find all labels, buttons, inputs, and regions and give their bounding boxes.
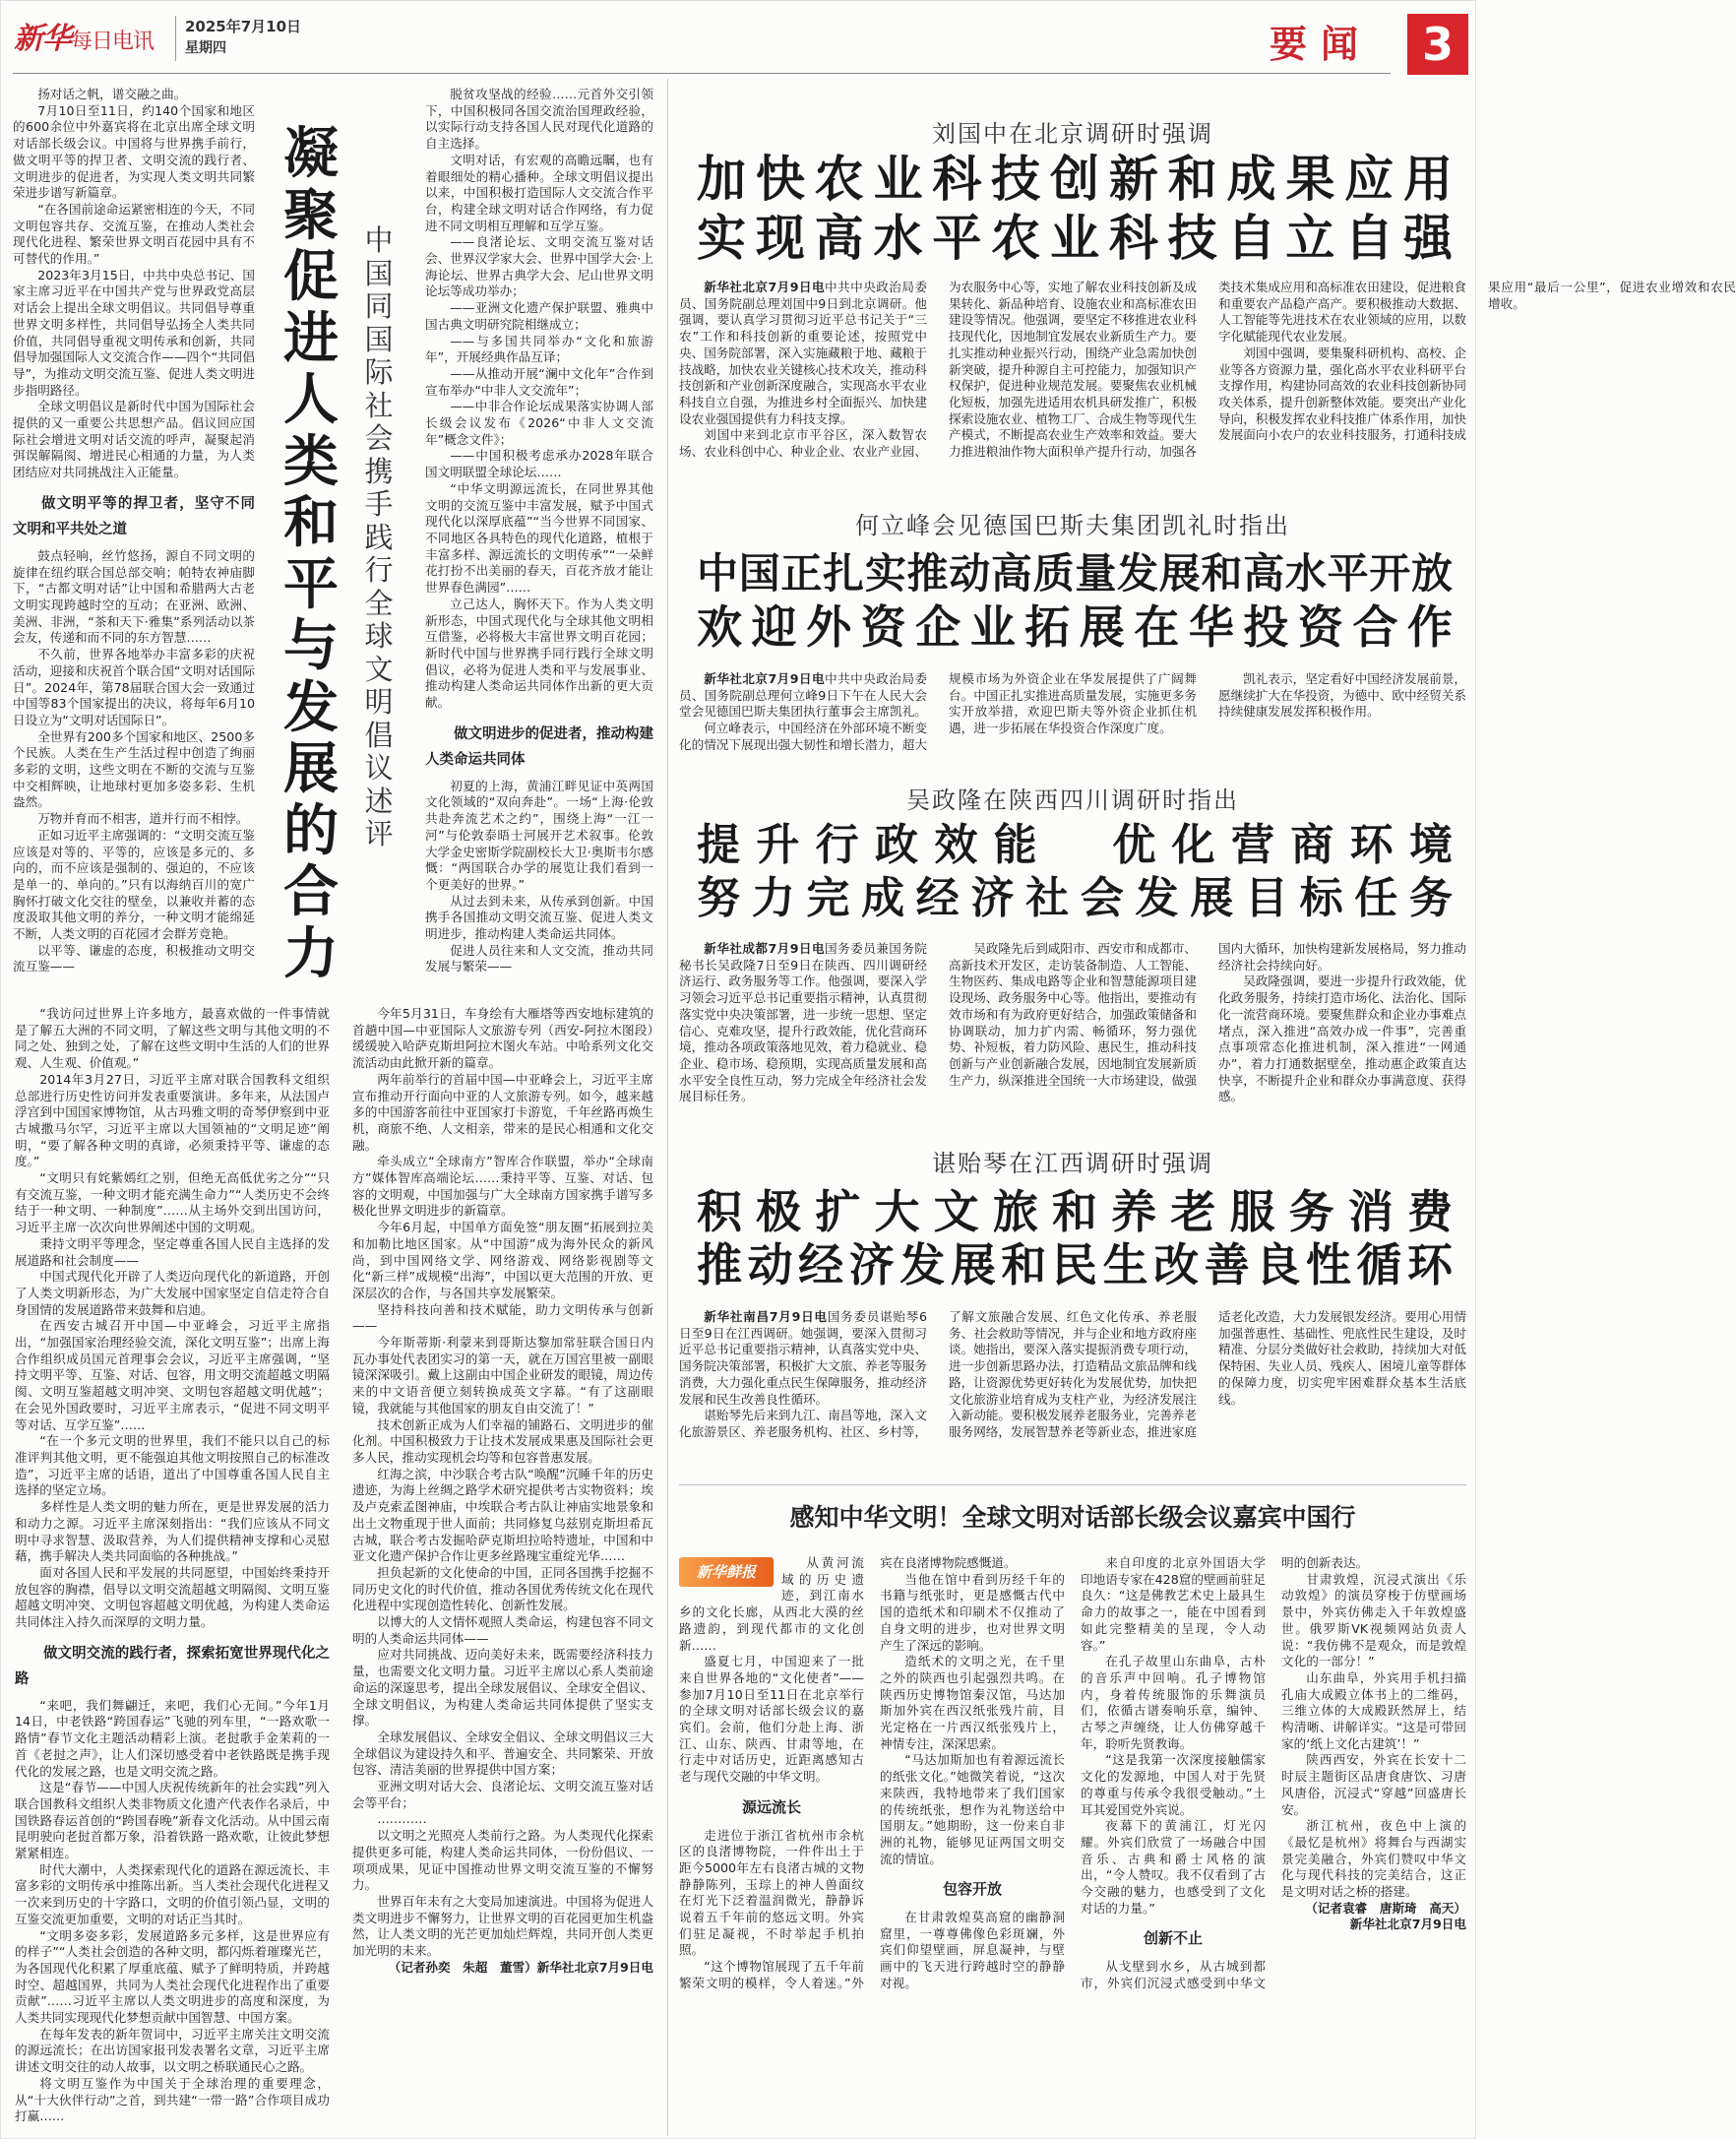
lead-paragraph [679, 941, 927, 1105]
paragraph: “在一个多元文明的世界里，我们不能只以自己的标准评判其他文明，更不能强迫其他文明按照自己的标准改造”，习近平主席的话语，道出了中国尊重各国人民自主选择的坚定立场。 [15, 1433, 330, 1498]
feature-column-b-bottom [352, 1006, 653, 2134]
paragraph: 将文明互鉴作为中国关于全球治理的重要理念，从“十大伙伴行动”之首，到共建“一带一路”合作项目成功打赢…… [15, 2075, 330, 2124]
paragraph: 以文明之光照亮人类前行之路。为人类现代化探索提供更多可能，构建人类命运共同体，一份份倡议、一项项成果，见证中国推动世界文明交流互鉴的不懈努力。 [352, 1828, 653, 1893]
section-rule [679, 1484, 1466, 1485]
paragraph: 今年6月起，中国单方面免签“朋友圈”拓展到拉美和加勒比地区国家。从“中国游”成为海外民众的新风尚，到中国网络文学、网络游戏、网络影视剧等文化“新三样”成规模“出海”，中国以更大范围的开放、更深层次的合作，与各国共享发展繁荣。 [352, 1220, 653, 1300]
article-kicker: 何立峰会见德国巴斯夫集团凯礼时指出 [855, 512, 1290, 539]
paragraph: 甘肃敦煌，沉浸式演出《乐动敦煌》的演员穿梭于仿壁画场景中，外宾仿佛走入千年敦煌盛世。俄罗斯VK视频网站负责人说：“我仿佛不是观众，而是敦煌文化的一部分！” [1281, 1571, 1466, 1669]
paragraph: 在孔子故里山东曲阜，古朴的音乐声中回响。孔子博物馆内，身着传统服饰的乐舞演员们，依循古谱奏响乐章，编钟、古琴之声缠绕，让人仿佛穿越千年，聆听先贤教诲。 [1081, 1654, 1266, 1751]
byline: （记者袁睿 唐斯琦 高天） [1305, 1900, 1466, 1916]
header-divider [175, 16, 176, 61]
article-headline: 努力完成经济社会发展目标任务 [697, 873, 1453, 923]
xinhua-express-badge: 新华鲜报 [679, 1557, 774, 1587]
issue-date: 2025年7月10日 [185, 18, 302, 35]
paragraph: ………… [377, 1811, 427, 1827]
paragraph: “这个博物馆展现了五千年前繁荣文明的模样，令人着迷。”外宾在良渚博物院感慨道。 [679, 1555, 1017, 1990]
section-subheading: 做文明交流的践行者，探索拓宽世界现代化之路 [15, 1645, 330, 1687]
newspaper-logo [14, 14, 154, 57]
dateline: 新华社北京7月9日电 [704, 671, 826, 686]
paragraph: ——亚洲文化遗产保护联盟、雅典中国古典文明研究院相继成立； [425, 300, 653, 332]
paragraph: 从戈壁到水乡，从古城到都市，外宾们沉浸式感受到中华文明的创新表达。 [1081, 1555, 1369, 1990]
paragraph: 应对共同挑战、迈向美好未来，既需要经济科技力量，也需要文化文明力量。习近平主席以心系人类前途命运的深邃思考，提出全球发展倡议、全球安全倡议、全球文明倡议，为构建人类命运共同体提供了坚实支撑。 [352, 1647, 653, 1729]
paragraph: 在甘肃敦煌莫高窟的幽静洞窟里，一尊尊佛像色彩斑斓，外宾们仰望壁画，屏息凝神，与壁画中的飞天进行跨越时空的静静对视。 [880, 1910, 1065, 1990]
paragraph: 2014年3月27日，习近平主席对联合国教科文组织总部进行历史性访问并发表重要演讲。多年来，从法国卢浮宫到中国国家博物馆，从古玛雅文明的奇琴伊察到中亚古城撒马尔罕，习近平主席以大国领袖的“文明足迹”阐明，“要了解各种文明的真谛，必须秉持平等、谦虚的态度。” [15, 1071, 330, 1169]
paragraph: 面对各国人民和平发展的共同愿望，中国始终秉持开放包容的胸襟，倡导以文明交流超越文明隔阂、文明互鉴超越文明冲突、文明包容超越文明优越，为构建人类命运共同体注入持久而深厚的文明力量。 [15, 1564, 330, 1630]
paragraph: 刘国中来到北京市平谷区，深入数智农场、农业科创中心、种业企业、农业产业园、为农服务中心等，实地了解农业科技创新及成果转化、新品种培育、设施农业和高标准农田建设等情况。他强调，要坚定不移推进农业科技现代化，因地制宜发展农业新质生产力。要扎实推动种业振兴行动，围绕产业急需加快创新突破，提升种源自主可控能力，加强知识产权保护，促进种业规范发展。要聚焦农业机械化短板，加强先进适用农机具研发推广，积极探索设施农业、植物工厂、合成生物等现代生产模式，不断提高农业生产效率和效益。要大力推进粮油作物大面积单产提升行动，加强各类技术集成应用和高标准农田建设，促进粮食和重要农产品稳产高产。要积极推动大数据、人工智能等先进技术在农业领域的应用，以数字化赋能现代农业发展。 [679, 280, 1466, 460]
paragraph: 技术创新正成为人们幸福的铺路石、文明进步的催化剂。中国积极致力于让技术发展成果惠及国际社会更多人民，推动实现机会均等和包容普惠发展。 [352, 1416, 653, 1465]
paragraph: 刘国中强调，要集聚科研机构、高校、企业等各方资源力量，强化高水平农业科研平台支撑作用，构建协同高效的农业科技创新协同攻关体系，提升创新整体效能。要突出产业化导向，积极发挥农业科技推广体系作用，加快发展面向小农户的农业科技服务，打通科技成果应用“最后一公里”，促进农业增效和农民增收。 [1218, 280, 1736, 443]
culture-tour-paragraphs [679, 1555, 1466, 1992]
paragraph: 来自印度的北京外国语大学印地语专家在428窟的壁画前驻足良久：“这是佛教艺术史上最具生命力的故事之一，能在中国看到如此完整精美的呈现，令人动容。” [1081, 1555, 1266, 1653]
paragraph: 这是“春节——中国人庆祝传统新年的社会实践”列入联合国教科文组织人类非物质文化遗产代表作名录后，中国铁路春运首创的“跨国春晚”新春文化活动。从中国云南昆明驶向老挝首都万象，沿着铁路一路欢歌，让彼此梦想紧紧相连。 [15, 1780, 330, 1861]
paragraph: 两年前举行的首届中国—中亚峰会上，习近平主席宣布推动开行面向中亚的人文旅游专列。如今，越来越多的中国游客前往中亚国家打卡游览，千年丝路再焕生机，商旅不绝、人文相亲，带来的是民心相通和文化交融。 [352, 1071, 653, 1153]
paragraph: “中华文明源远流长，在同世界其他文明的交流互鉴中丰富发展，赋予中国式现代化以深厚底蕴”“当今世界不同国家、不同地区各具特色的现代化道路，植根于丰富多样、源远流长的文明传承”“一朵鲜花打扮不出美丽的春天，百花齐放才能让世界春色满园”…… [425, 480, 653, 596]
paragraph: “我访问过世界上许多地方，最喜欢做的一件事情就是了解五大洲的不同文明，了解这些文明与其他文明的不同之处、独到之处，了解在这些文明中生活的人们的世界观、人生观、价值观。” [15, 1006, 330, 1071]
paragraph: 在每年发表的新年贺词中，习近平主席关注文明交流的源远流长；在出访国家报刊发表署名文章，习近平主席讲述文明交往的动人故事，以文明之桥联通民心之路。 [15, 2026, 330, 2075]
paragraph: 牵头成立“全球南方”智库合作联盟，举办“全球南方”媒体智库高端论坛……秉持平等、互鉴、对话、包容的文明观，中国加强与广大全球南方国家携手谱写多极化世界文明进步的新篇章。 [352, 1154, 653, 1219]
paragraph: 秉持文明平等理念，坚定尊重各国人民自主选择的发展道路和社会制度—— [15, 1235, 330, 1268]
paragraph-text: 中共中央政治局委员、国务院副总理何立峰9日下午在人民大会堂会见德国巴斯夫集团执行董事会主席凯礼。 [679, 671, 928, 720]
section-subheading: 创新不止 [1143, 1929, 1203, 1948]
dateline: 新华社北京7月9日电 [704, 280, 826, 294]
paragraph: “来吧，我们舞翩迁，来吧，我们心无间。”今年1月14日，中老铁路“跨国春运”飞驰的列车里，“一路欢歌一路情”春节文化主题活动精彩上演。老挝歌手金茉莉的一首《老挝之声》，让人们深切感受着中老铁路既是携手现代化的发展之路，也是文明交流之路。 [15, 1697, 330, 1779]
paragraph: ——良渚论坛、文明交流互鉴对话会、世界汉学家大会、世界中国学大会·上海论坛、世界古典学大会、尼山世界文明论坛等成功举办； [425, 234, 653, 299]
paragraph: 吴政隆先后到咸阳市、西安市和成都市、高新技术开发区，走访装备制造、人工智能、生物医药、集成电路等企业和智慧能源项目建设现场、政务服务中心等。他指出，要推动有效市场和有为政府更好结合，加强政策储备和协调联动，加力扩内需、畅循环，努力强优势、补短板，着力防风险、惠民生，推动科技创新与产业创新融合发展，因地制宜发展新质生产力，纵深推进全国统一大市场建设，做强国内大循环，加快构建新发展格局，努力推动经济社会持续向好。 [949, 941, 1466, 1088]
paragraph-text: 国务委员兼国务院秘书长吴政隆7日至9日在陕西、四川调研经济运行、政务服务等工作。他强调，要深入学习领会习近平总书记重要指示精神，认真贯彻落实党中央决策部署，进一步统一思想、坚定信心、克难攻坚，提升行政效能，优化营商环境，推动各项政策落地见效，着力稳就业、稳企业、稳市场、稳预期，实现高质量发展和高水平安全良性互动，努力完成全年经济社会发展目标任务。 [679, 941, 928, 1104]
culture-tour-body [679, 1555, 1466, 2136]
paragraph: “马达加斯加也有着源远流长的纸张文化。”她微笑着说，“这次来陕西，我特地带来了我们国家的传统纸张，想作为礼物送给中国朋友。”她期盼，这一份来自非洲的礼物，能够见证两国文明交流的情谊。 [880, 1752, 1065, 1866]
dateline: 新华社成都7月9日电 [704, 941, 826, 956]
article-headline: 中国正扎实推动高质量发展和高水平开放 [697, 549, 1453, 598]
paragraph: 走进位于浙江省杭州市余杭区的良渚博物院，一件件出土于距今5000年左右良渚古城的文物静静陈列，玉琮上的神人兽面纹在灯光下泛着温润微光，静静诉说着五千年前的悠远文明。外宾们驻足凝视，不时举起手机拍照。 [679, 1827, 864, 1958]
article-kicker: 谌贻琴在江西调研时强调 [932, 1150, 1213, 1177]
article-kicker: 吴政隆在陕西四川调研时指出 [906, 786, 1239, 814]
section-subheading: 源远流长 [741, 1797, 801, 1816]
article-headline: 推动经济发展和民生改善良性循环 [697, 1238, 1453, 1291]
byline: 新华社北京7月9日电 [1349, 1917, 1466, 1932]
paragraph: 从黄河流域的历史遗迹，到江南水乡的文化长廊，从西北大漠的丝路遗韵，到现代都市的文化创新…… [679, 1555, 864, 1653]
paragraph: 今年5月31日，车身绘有大雁塔等西安地标建筑的首趟中国—中亚国际人文旅游专列（西安-阿拉木图段）缓缓驶入哈萨克斯坦阿拉木图火车站。中哈系列文化交流活动由此掀开新的篇章。 [352, 1006, 653, 1071]
article-kicker: 刘国中在北京调研时强调 [932, 120, 1213, 148]
paragraph: “文明多姿多彩，发展道路多元多样，这是世界应有的样子”“人类社会创造的各种文明，都闪烁着璀璨光芒，为各国现代化积累了厚重底蕴、赋予了鲜明特质，并跨越时空、超越国界，共同为人类社会现代化进程作出了重要贡献”……习近平主席以人类文明进步的高度和深度，为人类共同实现现代化梦想贡献中国智慧、中国方案。 [15, 1927, 330, 2026]
paragraph: 红海之滨，中沙联合考古队“唤醒”沉睡千年的历史遗迹，为海上丝绸之路学术研究提供考古实物资料；埃及卢克索孟图神庙，中埃联合考古队让神庙实地景象和出土文物重现于世人面前；共同修复乌兹别克斯坦希瓦古城，联合考古发掘哈萨克斯坦拉哈特遗址，中国和中亚文化遗产保护合作让更多丝路瑰宝重绽光华…… [352, 1466, 653, 1564]
section-name: 要闻 [1270, 22, 1373, 66]
byline: （记者孙奕 朱超 董雪）新华社北京7月9日电 [388, 1959, 653, 1975]
paragraph: 陕西西安，外宾在长安十二时辰主题街区品唐食唐饮、习唐风唐俗，沉浸式“穿越”回盛唐长安。 [1281, 1752, 1466, 1817]
culture-tour-headline: 感知中华文明！全球文明对话部长级会议嘉宾中国行 [789, 1503, 1356, 1532]
logo-sub: 每日电讯 [71, 30, 155, 54]
feature-column-b-top [425, 87, 653, 1004]
article-headline: 积极扩大文旅和养老服务消费 [697, 1185, 1453, 1238]
paragraph: 正如习近平主席强调的：“文明交流互鉴应该是对等的、平等的，应该是多元的、多向的，而不应该是强制的、强迫的，不应该是单一的、单向的。”只有以海纳百川的宽广胸怀打破文化交往的壁垒，以兼收并蓄的态度汲取其他文明的养分，一种文明才能绵延不断，人类文明的百花园才会群芳竞艳。 [13, 827, 255, 942]
paragraph: 不久前，世界各地举办丰富多彩的庆祝活动，迎接和庆祝首个联合国“文明对话国际日”。2024年，第78届联合国大会一致通过中国等83个国家提出的决议，将每年6月10日设立为“文明对话国际日”。 [13, 647, 255, 727]
paragraph: 文明对话，有宏观的高瞻远瞩，也有着眼细处的精心播种。全球文明倡议提出以来，中国积极打造国际人文交流合作平台，构建全球文明对话合作网络，有力促进不同文明相互理解和互学互鉴。 [425, 152, 653, 233]
paragraph: 全球发展倡议、全球安全倡议、全球文明倡议三大全球倡议为建设持久和平、普遍安全、共同繁荣、开放包容、清洁美丽的世界提供中国方案； [352, 1729, 653, 1778]
paragraph: 从过去到未来，从传承到创新。中国携手各国推动文明交流互鉴、促进人类文明进步，推动构建人类命运共同体。 [425, 893, 653, 942]
lead-paragraph [679, 280, 927, 427]
column-divider [667, 79, 668, 2136]
paragraph: 7月10日至11日，约140个国家和地区的600余位中外嘉宾将在北京出席全球文明对话部长级会议。中国将与世界携手前行，做文明平等的捍卫者、文明交流的践行者、文明进步的促进者，为实现人类文明共同繁荣进步谱写新篇章。 [13, 102, 255, 201]
paragraph-text: 国务委员谌贻琴6日至9日在江西调研。她强调，要深入贯彻习近平总书记重要指示精神，认真落实党中央、国务院决策部署，积极扩大文旅、养老等服务消费，大力强化重点民生保障服务，推动经济发展和民生改善良性循环。 [679, 1309, 927, 1407]
paragraph: 促进人员往来和人文交流，推动共同发展与繁荣—— [425, 942, 653, 975]
article-headline: 加快农业科技创新和成果应用 [697, 150, 1453, 208]
section-subheading: 包容开放 [942, 1880, 1002, 1899]
paragraph: 浙江杭州，夜色中上演的《最忆是杭州》将舞台与西湖实景完美融合，外宾们赞叹中华文化与现代科技的完美结合，这正是文明对话之桥的搭建。 [1281, 1818, 1466, 1900]
paragraph: 中国式现代化开辟了人类迈向现代化的新道路，开创了人类文明新形态，为广大发展中国家坚定自信走符合自身国情的发展道路带来鼓舞和启迪。 [15, 1269, 330, 1317]
paragraph: 谌贻琴先后来到九江、南昌等地，深入文化旅游景区、养老服务机构、社区、乡村等，了解文旅融合发展、红色文化传承、养老服务、社会救助等情况，并与企业和地方政府座谈。她指出，要深入落实提振消费专项行动，进一步创新思路办法，打造精品文旅品牌和线路，让资源优势更好转化为发展优势，加快把文化旅游业培育成为支柱产业，为经济发展注入新动能。要积极发展养老服务业，完善养老服务网络，发展智慧养老等新业态，推进家庭适老化改造，大力发展银发经济。要用心用情加强普惠性、基础性、兜底性民生建设，及时精准、分层分类做好社会救助，持续加大对低保特困、失业人员、残疾人、困境儿童等群体的保障力度，切实兜牢困难群众基本生活底线。 [679, 1309, 1466, 1439]
lead-paragraph [679, 671, 927, 721]
dateline: 新华社南昌7月9日电 [704, 1309, 828, 1324]
article-body [679, 941, 1466, 1108]
paragraph: ——与多国共同举办“文化和旅游年”，开展经典作品互译； [425, 333, 653, 365]
section-subheading: 做文明进步的促进者，推动构建人类命运共同体 [425, 725, 653, 768]
article-headline: 实现高水平农业科技自立自强 [697, 209, 1453, 267]
paragraph: 以博大的人文情怀观照人类命运，构建包容不同文明的人类命运共同体—— [352, 1614, 653, 1646]
feature-column-a-bottom [15, 1006, 330, 2134]
paragraph: 坚持科技向善和技术赋能，助力文明传承与创新—— [352, 1301, 653, 1334]
article-body [679, 280, 1736, 467]
paragraph: 担负起新的文化使命的中国，正同各国携手挖掘不同历史文化的时代价值，推动各国优秀传统文化在现代化进程中实现创造性转化、创新性发展。 [352, 1564, 653, 1613]
paragraph: 当他在馆中看到历经千年的书籍与纸张时，更是感慨古代中国的造纸术和印刷术不仅推动了自身文明的进步，也对世界文明产生了深远的影响。 [880, 1571, 1065, 1653]
paragraph: 夜幕下的黄浦江，灯光闪耀。外宾们欣赏了一场融合中国音乐、古典和爵士风格的演出，“令人赞叹。我不仅看到了古今交融的魅力，也感受到了文化对话的力量。” [1081, 1818, 1266, 1916]
paragraph: 盛夏七月，中国迎来了一批来自世界各地的“文化使者”——参加7月10日至11日在北京举行的全球文明对话部长级会议的嘉宾们。会前，他们分赴上海、浙江、山东、陕西、甘肃等地，在行走中对话历史，近距离感知古老与现代交融的中华文明。 [679, 1654, 864, 1785]
paragraph: ——中国积极考虑承办2028年联合国文明联盟全球论坛…… [425, 448, 653, 480]
paragraph: 立己达人，胸怀天下。作为人类文明新形态，中国式现代化与全球其他文明相互借鉴，必将极大丰富世界文明百花园；新时代中国与世界携手同行践行全球文明倡议，必将为促进人类和平与发展事业、推动构建人类命运共同体作出新的更大贡献。 [425, 596, 653, 711]
article-body [679, 671, 1466, 756]
paragraph: 万物并育而不相害，道并行而不相悖。 [37, 811, 249, 827]
logo-main: 新华 [14, 22, 71, 56]
paragraph: 鼓点轻响，丝竹悠扬，源自不同文明的旋律在纽约联合国总部交响；帕特农神庙脚下，“古都文明对话”让中国和希腊两大古老文明实现跨越时空的互动；在亚洲、欧洲、美洲、非洲，“茶和天下·雅集”系列活动以茶会友，传递和而不同的东方智慧…… [13, 547, 255, 646]
paragraph: 以平等、谦虚的态度，积极推动文明交流互鉴—— [13, 942, 255, 975]
paragraph: 在西安古城召开中国—中亚峰会，习近平主席指出，“加强国家治理经验交流，深化文明互鉴”；出席上海合作组织成员国元首理事会会议，习近平主席强调，“坚持文明平等、互鉴、对话、包容，用文明交流超越文明隔阂、文明互鉴超越文明冲突、文明包容超越文明优越”；在会见外国政要时，习近平主席表示，“促进不同文明平等对话、互学互鉴”…… [15, 1318, 330, 1432]
paragraph: 造纸术的文明之光，在千里之外的陕西也引起强烈共鸣。在陕西历史博物馆秦汉馆，马达加斯加外宾在西汉纸张残片前，目光定格在一片西汉纸张残片上，神情专注，深深思索。 [880, 1654, 1065, 1751]
lead-paragraph [679, 1309, 927, 1408]
paragraph: ——中非合作论坛成果落实协调人部长级会议发布《2026“中非人文交流年”概念文件》； [425, 399, 653, 447]
paragraph-text: 中共中央政治局委员、国务院副总理刘国中9日到北京调研。他强调，要认真学习贯彻习近平总书记关于“三农”工作和科技创新的重要论述，按照党中央、国务院部署，深入实施藏粮于地、藏粮于技战略，加快农业关键核心技术攻关，推动科技创新和产业创新深度融合，实现高水平农业科技自立自强，为推进乡村全面振兴、加快建设农业强国提供有力科技支撑。 [679, 280, 928, 426]
feature-column-a-top [13, 87, 255, 1004]
article-headline: 欢迎外资企业拓展在华投资合作 [697, 600, 1453, 654]
paragraph: 何立峰表示，中国经济在外部环境不断变化的情况下展现出强大韧性和增长潜力，超大规模市场为外资企业在华发展提供了广阔舞台。中国正扎实推进高质量发展，实施更多务实开放举措，欢迎巴斯夫等外资企业抓住机遇，进一步拓展在华投资合作深度广度。 [679, 671, 1197, 752]
paragraph: “这是我第一次深度接触儒家文化的发源地，中国人对于先贤的尊重与传承令我很受触动。”土耳其爱国党外宾说。 [1081, 1752, 1266, 1817]
article-headline: 提升行政效能 优化营商环境 [697, 820, 1453, 870]
paragraph: 全球文明倡议是新时代中国为国际社会提供的又一重要公共思想产品。倡议回应国际社会增进文明对话交流的呼声，凝聚起消弭误解隔阂、增进民心相通的力量，为人类团结应对共同挑战注入正能量。 [13, 399, 255, 480]
paragraph: 亚洲文明对话大会、良渚论坛、文明交流互鉴对话会等平台； [352, 1779, 653, 1810]
paragraph: 全世界有200多个国家和地区、2500多个民族。人类在生产生活过程中创造了绚丽多彩的文明，这些文明在不断的交流与互鉴中交相辉映，让地球村更加多姿多彩、生机盎然。 [13, 728, 255, 810]
paragraph: 脱贫攻坚战的经验……元首外交引领下，中国积极同各国交流治国理政经验，以实际行动支持各国人民对现代化道路的自主选择。 [425, 87, 653, 152]
page-number: 3 [1407, 14, 1468, 75]
paragraph: 今年斯蒂斯·利蒙来到哥斯达黎加常驻联合国日内瓦办事处代表团实习的第一天，就在万国宫里被一副眼镜深深吸引。戴上这副由中国企业研发的眼镜，周边传来的中文语音便立刻转换成英文字幕。“有了这副眼镜，我就能与其他国家的朋友自由交流了！” [352, 1335, 653, 1416]
paragraph: ——从推动开展“澜中文化年”合作到宣布举办“中非人文交流年”； [425, 365, 653, 398]
paragraph: 时代大潮中，人类探索现代化的道路在源远流长、丰富多彩的文明传承中推陈出新。当人类社会现代化进程又一次来到历史的十字路口，文明的价值引领凸显，文明的互鉴交流更加重要，文明的对话正当其时。 [15, 1861, 330, 1926]
paragraph: 2023年3月15日，中共中央总书记、国家主席习近平在中国共产党与世界政党高层对话会上提出全球文明倡议。共同倡导尊重世界文明多样性，共同倡导弘扬全人类共同价值，共同倡导重视文明传承和创新，共同倡导加强国际人文交流合作——四个“共同倡导”，为推动文明交流互鉴、促进人类文明进步指明路径。 [13, 267, 255, 398]
paragraph: “在各国前途命运紧密相连的今天，不同文明包容共存、交流互鉴，在推动人类社会现代化进程、繁荣世界文明百花园中具有不可替代的作用。” [13, 201, 255, 267]
paragraph: 山东曲阜，外宾用手机扫描孔庙大成殿立体书上的二维码，三维立体的大成殿跃然屏上，结构清晰、讲解详实。“这是可带回家的‘纸上文化古建筑’！” [1281, 1669, 1466, 1751]
feature-subtitle: 中国同国际社会携手践行全球文明倡议述评 [364, 223, 394, 850]
paragraph: 凯礼表示，坚定看好中国经济发展前景，愿继续扩大在华投资，为德中、欧中经贸关系持续健康发展发挥积极作用。 [1218, 671, 1466, 720]
feature-title: 凝聚促进人类和平与发展的合力 [283, 121, 339, 986]
paragraph: 初夏的上海，黄浦江畔见证中英两国文化领域的“双向奔赴”。一场“上海·伦敦共赴奔流艺术之约”，围绕上海“一江一河”与伦敦泰晤士河展开艺术叙事。伦敦大学金史密斯学院副校长大卫·奥斯韦尔感慨：“两国联合办学的展览让我们看到一个更美好的世界。” [425, 778, 653, 892]
article-body [679, 1309, 1466, 1477]
header-rule [13, 73, 1391, 74]
paragraph: 世界百年未有之大变局加速演进。中国将为促进人类文明进步不懈努力，让世界文明的百花园更加生机盎然，让人类文明的光芒更加灿烂辉煌，共同开创人类更加光明的未来。 [352, 1893, 653, 1959]
paragraph: 多样性是人类文明的魅力所在，更是世界发展的活力和动力之源。习近平主席深刻指出：“我们应该从不同文明中寻求智慧、汲取营养，为人们提供精神支撑和心灵慰藉，携手解决人类共同面临的各种挑战。” [15, 1499, 330, 1564]
paragraph: 吴政隆强调，要进一步提升行政效能，优化政务服务，持续打造市场化、法治化、国际化一流营商环境。要聚焦群众和企业办事难点堵点，深入推进“高效办成一件事”，完善重点事项常态化推进机制，深入推进“一网通办”，着力打通数据壁垒，推动惠企政策直达快享，不断提升企业和群众办事满意度、获得感。 [1218, 974, 1466, 1104]
paragraph: “文明只有姹紫嫣红之别，但绝无高低优劣之分”“只有交流互鉴，一种文明才能充满生命力”“人类历史不会终结于一种文明、一种制度”……从主场外交到出国访问，习近平主席一次次向世界阐述中国的文明观。 [15, 1170, 330, 1235]
section-subheading: 做文明平等的捍卫者，坚守不同文明和平共处之道 [13, 495, 255, 537]
paragraph: 扬对话之帆，谱交融之曲。 [37, 87, 187, 101]
issue-weekday: 星期四 [185, 40, 226, 56]
